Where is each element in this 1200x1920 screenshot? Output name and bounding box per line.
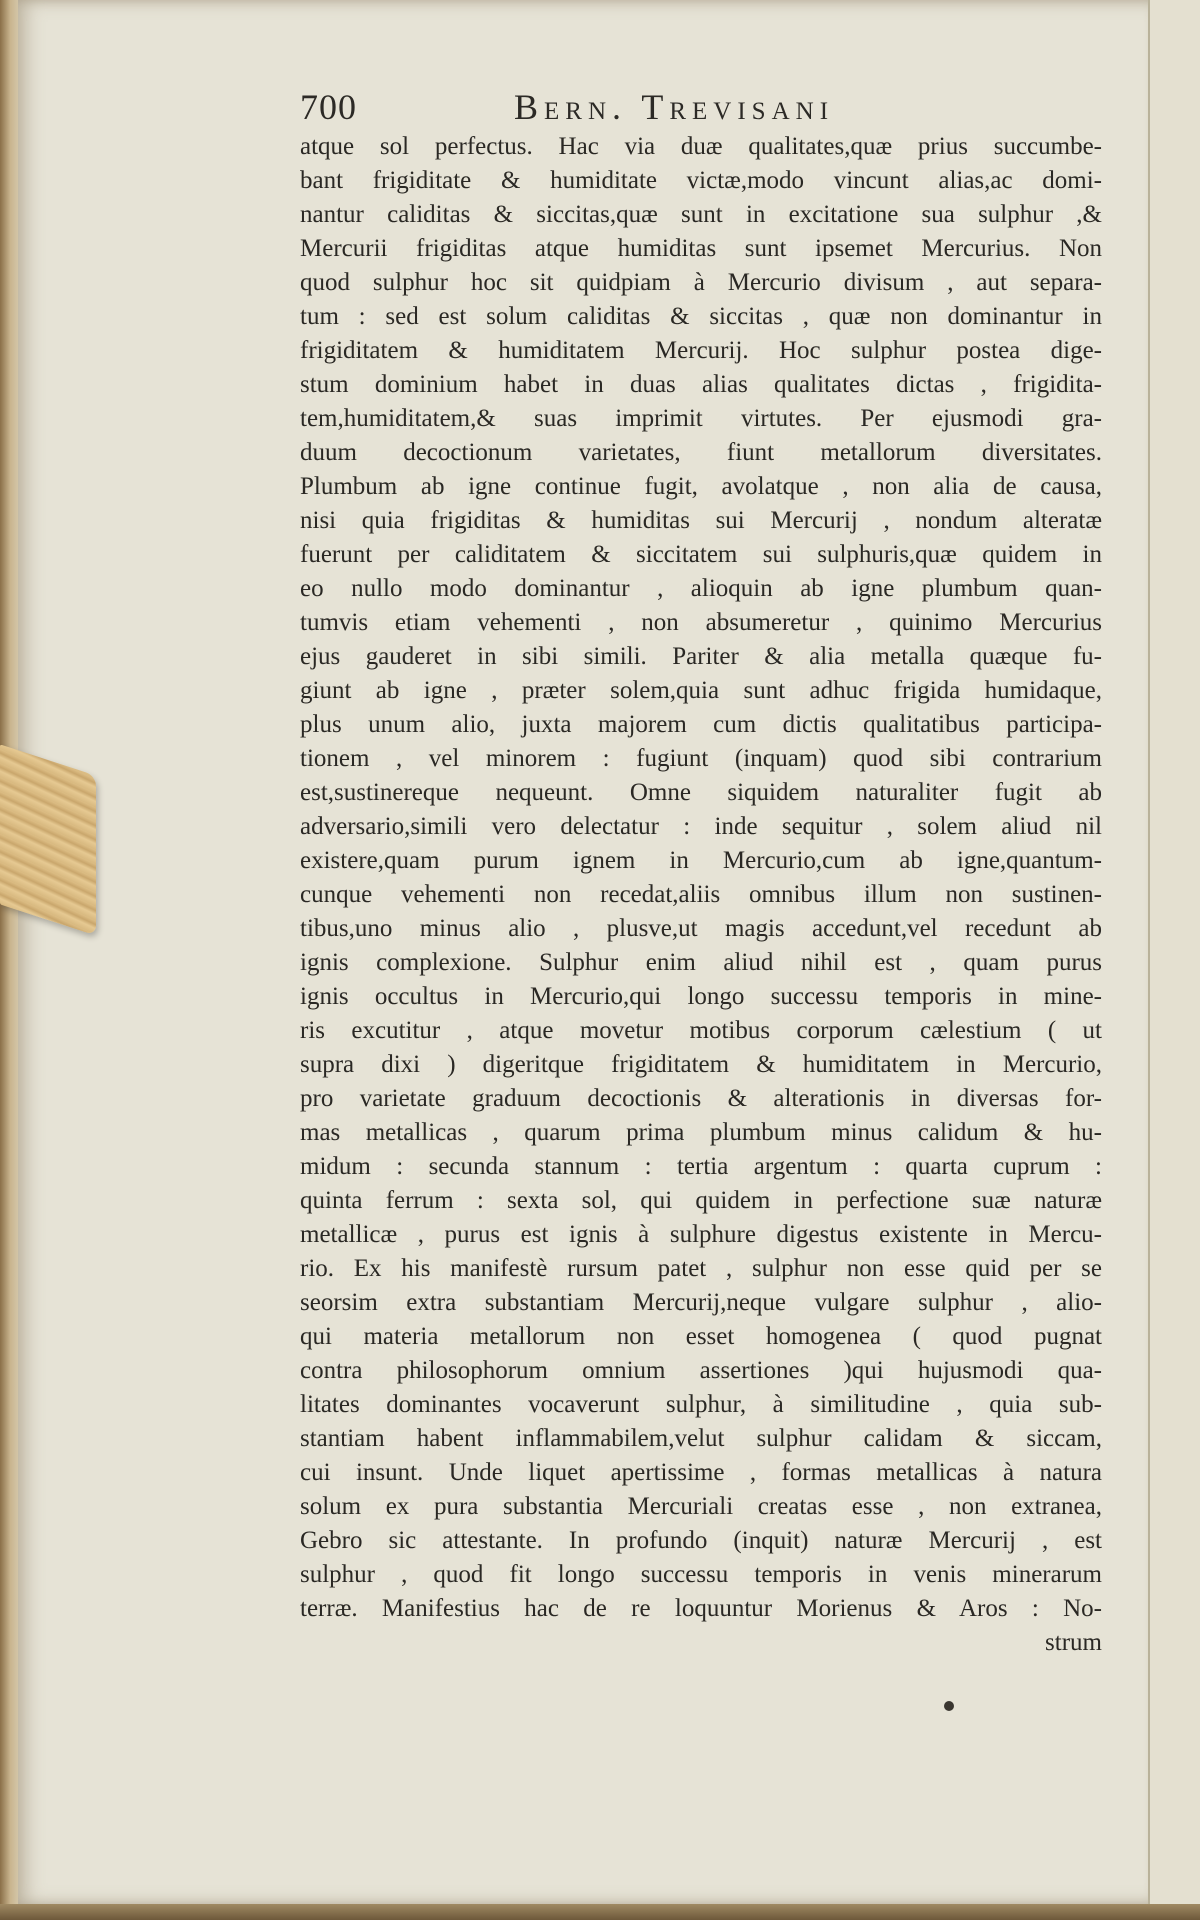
text-line: terræ. Manifestius hac de re loquuntur Morienus & Aros : No- xyxy=(300,1595,1102,1622)
text-line: supra dixi ) digeritque frigiditatem & humiditatem in Mercurio, xyxy=(300,1051,1102,1078)
text-line: ejus gauderet in sibi simili. Pariter & alia metalla quæque fu- xyxy=(300,643,1102,670)
text-line: adversario,simili vero delectatur : inde sequitur , solem aliud nil xyxy=(300,813,1102,840)
text-line: seorsim extra substantiam Mercurij,neque vulgare sulphur , alio- xyxy=(300,1289,1102,1316)
text-line: rio. Ex his manifestè rursum patet , sulphur non esse quid per se xyxy=(300,1255,1102,1282)
text-line: giunt ab igne , præter solem,quia sunt adhuc frigida humidaque, xyxy=(300,677,1102,704)
text-line: existere,quam purum ignem in Mercurio,cum ab igne,quantum- xyxy=(300,847,1102,874)
text-line: ignis occultus in Mercurio,qui longo successu temporis in mine- xyxy=(300,983,1102,1010)
text-line: bant frigiditate & humiditate victæ,modo vincunt alias,ac domi- xyxy=(300,167,1102,194)
text-line: plus unum alio, juxta majorem cum dictis qualitatibus participa- xyxy=(300,711,1102,738)
running-head: Bern. Trevisani xyxy=(514,87,835,127)
text-line: tum : sed est solum caliditas & siccitas , quæ non dominantur in xyxy=(300,303,1102,330)
text-line: qui materia metallorum non esset homogenea ( quod pugnat xyxy=(300,1323,1102,1350)
text-line: nisi quia frigiditas & humiditas sui Mercurij , nondum alteratæ xyxy=(300,507,1102,534)
text-line: quinta ferrum : sexta sol, qui quidem in perfectione suæ naturæ xyxy=(300,1187,1102,1214)
text-line: Plumbum ab igne continue fugit, avolatque , non alia de causa, xyxy=(300,473,1102,500)
text-line: solum ex pura substantia Mercuriali creatas esse , non extranea, xyxy=(300,1493,1102,1520)
text-line: midum : secunda stannum : tertia argentum : quarta cuprum : xyxy=(300,1153,1102,1180)
text-line: ignis complexione. Sulphur enim aliud nihil est , quam purus xyxy=(300,949,1102,976)
text-line: stum dominium habet in duas alias qualitates dictas , frigidita- xyxy=(300,371,1102,398)
text-line: tionem , vel minorem : fugiunt (inquam) quod sibi contrarium xyxy=(300,745,1102,772)
text-line: duum decoctionum varietates, fiunt metallorum diversitates. xyxy=(300,439,1102,466)
text-line: ris excutitur , atque movetur motibus corporum cælestium ( ut xyxy=(300,1017,1102,1044)
text-line: sulphur , quod fit longo successu temporis in venis minerarum xyxy=(300,1561,1102,1588)
text-line: atque sol perfectus. Hac via duæ qualitates,quæ prius succumbe- xyxy=(300,133,1102,160)
text-line: mas metallicas , quarum prima plumbum minus calidum & hu- xyxy=(300,1119,1102,1146)
text-line: eo nullo modo dominantur , alioquin ab igne plumbum quan- xyxy=(300,575,1102,602)
scan-bottom-border xyxy=(0,1904,1200,1920)
text-line: tumvis etiam vehementi , non absumeretur , quinimo Mercurius xyxy=(300,609,1102,636)
text-line: fuerunt per caliditatem & siccitatem sui sulphuris,quæ quidem in xyxy=(300,541,1102,568)
text-line: est,sustinereque nequeunt. Omne siquidem naturaliter fugit ab xyxy=(300,779,1102,806)
facing-page-bleed xyxy=(1158,100,1198,1640)
text-line: tem,humiditatem,& suas imprimit virtutes. Per ejusmodi gra- xyxy=(300,405,1102,432)
text-line: frigiditatem & humiditatem Mercurij. Hoc sulphur postea dige- xyxy=(300,337,1102,364)
text-line: contra philosophorum omnium assertiones )qui hujusmodi qua- xyxy=(300,1357,1102,1384)
text-line: metallicæ , purus est ignis à sulphure digestus existente in Mercu- xyxy=(300,1221,1102,1248)
text-line: cunque vehementi non recedat,aliis omnibus illum non sustinen- xyxy=(300,881,1102,908)
text-line: Mercurii frigiditas atque humiditas sunt ipsemet Mercurius. Non xyxy=(300,235,1102,262)
text-line: strum xyxy=(1045,1629,1102,1656)
page-header xyxy=(300,86,1100,132)
page-number: 700 xyxy=(300,87,357,127)
text-line: Gebro sic attestante. In profundo (inquit) naturæ Mercurij , est xyxy=(300,1527,1102,1554)
text-line: quod sulphur hoc sit quidpiam à Mercurio divisum , aut separa- xyxy=(300,269,1102,296)
facing-page-edge xyxy=(1148,0,1200,1905)
ink-dot xyxy=(944,1701,954,1711)
text-line: cui insunt. Unde liquet apertissime , formas metallicas à natura xyxy=(300,1459,1102,1486)
body-text xyxy=(300,130,1102,1660)
text-line: pro varietate graduum decoctionis & alterationis in diversas for- xyxy=(300,1085,1102,1112)
text-line: tibus,uno minus alio , plusve,ut magis accedunt,vel recedunt ab xyxy=(300,915,1102,942)
bookmark-ribbon xyxy=(0,744,96,935)
text-line: stantiam habent inflammabilem,velut sulphur calidam & siccam, xyxy=(300,1425,1102,1452)
text-line: nantur caliditas & siccitas,quæ sunt in excitatione sua sulphur ,& xyxy=(300,201,1102,228)
text-line: litates dominantes vocaverunt sulphur, à similitudine , quia sub- xyxy=(300,1391,1102,1418)
